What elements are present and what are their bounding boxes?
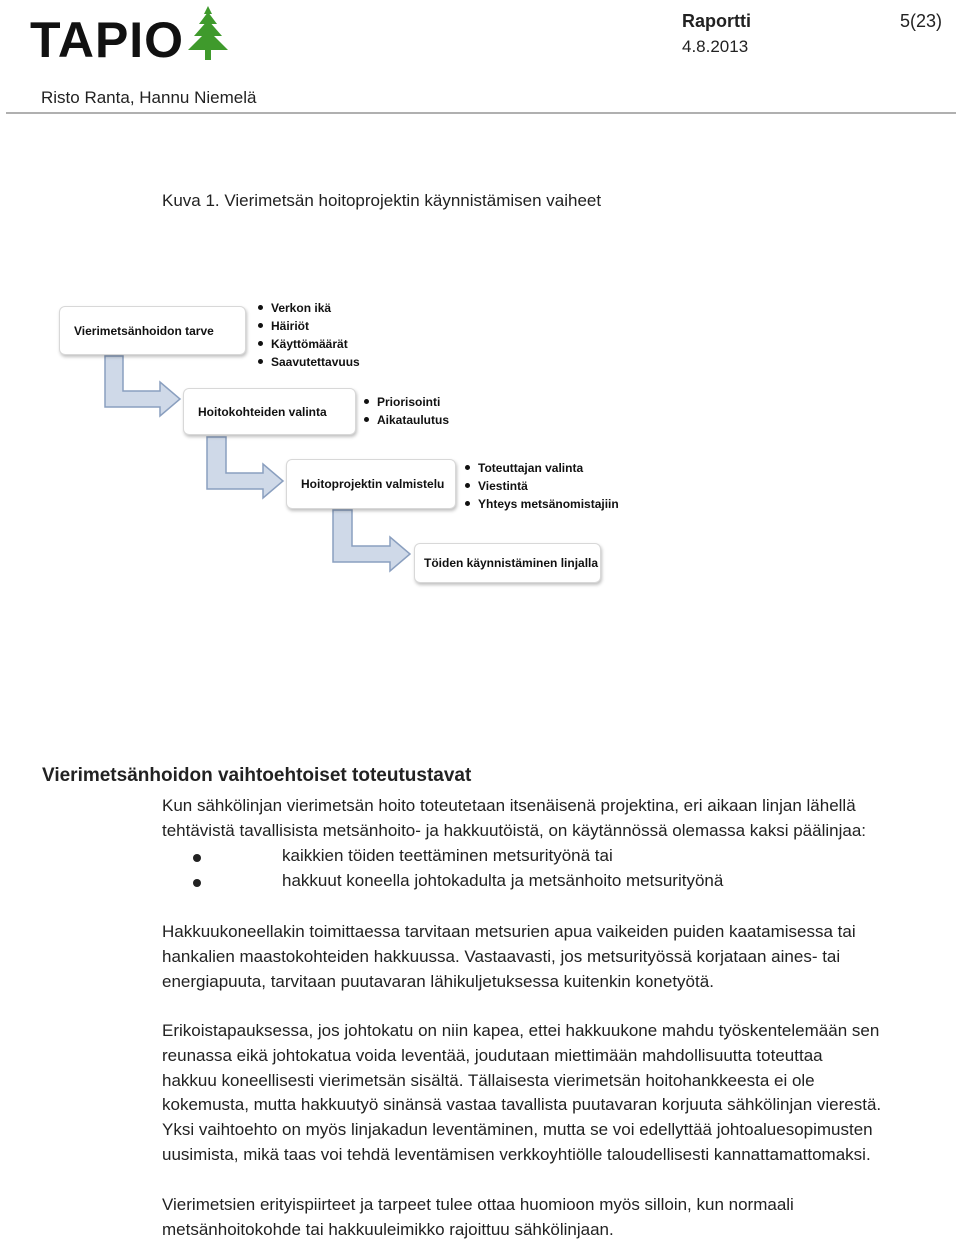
bullet-item: Verkon ikä — [256, 299, 360, 317]
paragraph-2 — [162, 1019, 952, 1168]
step-2-bullets — [362, 393, 449, 429]
bent-arrow-2 — [207, 437, 283, 498]
bullet-dot — [193, 854, 201, 862]
bullet-dot — [193, 879, 201, 887]
step-box-1: Vierimetsänhoidon tarve — [59, 306, 246, 355]
bullet-item: Viestintä — [463, 477, 619, 495]
text-line: Erikoistapauksessa, jos johtokatu on niin kapea, ettei hakkuukone mahdu työskentelemään sen — [162, 1021, 880, 1040]
intro-paragraph — [162, 794, 952, 844]
report-date: 4.8.2013 — [682, 37, 749, 56]
text-line: reunassa eikä johtokatua voida leventää, joudutaan miettimään mahdollisuutta toteuttaa — [162, 1045, 823, 1065]
list-item: hakkuut koneella johtokadulta ja metsänhoito metsurityönä — [282, 871, 724, 890]
bullet-item: Saavutettavuus — [256, 353, 360, 371]
section-heading: Vierimetsänhoidon vaihtoehtoiset toteutustavat — [42, 765, 472, 786]
text-line: Vierimetsien erityispiirteet ja tarpeet tulee ottaa huomioon myös silloin, kun normaali — [162, 1195, 794, 1214]
bullet-item: Käyttömäärät — [256, 335, 360, 353]
bullet-item: Aikataulutus — [362, 411, 449, 429]
step-1-bullets — [256, 299, 360, 371]
text-line: kokemusta, mutta hakkuutyö sinänsä vastaa tavallista puutavaran korjuuta sähkölinjan vierestä. — [162, 1095, 882, 1115]
text-line: Yksi vaihtoehto on myös linjakadun leventäminen, mutta se voi edellyttää johtoaluesopimusten — [162, 1120, 873, 1140]
text-line: tehtävistä tavallisista metsänhoito- ja hakkuutöistä, on käytännössä olemassa kaksi päälinjaa: — [162, 820, 866, 840]
bent-arrow-1 — [105, 356, 180, 416]
step-box-3: Hoitoprojektin valmistelu — [286, 459, 456, 509]
paragraph-3 — [162, 1193, 952, 1243]
paragraph-1 — [162, 920, 952, 994]
step-3-bullets — [463, 459, 619, 513]
text-line: Kun sähkölinjan vierimetsän hoito toteutetaan itsenäisenä projektina, eri aikaan linjan lähellä — [162, 796, 856, 815]
bullet-item: Toteuttajan valinta — [463, 459, 619, 477]
text-line: hankalien maastokohteiden hakkuussa. Vastaavasti, jos metsurityössä korjataan aines- tai — [162, 946, 841, 966]
text-line: hakkuu koneellisesti vierimetsän sisältä. Tällaisesta vierimetsän hoitohankkeesta ei ole — [162, 1070, 815, 1090]
authors: Risto Ranta, Hannu Niemelä — [41, 88, 257, 107]
bullet-item: Häiriöt — [256, 317, 360, 335]
bullet-item: Priorisointi — [362, 393, 449, 411]
text-line: energiapuuta, tarvitaan puutavaran lähikuljetuksessa kuitenkin konetyötä. — [162, 971, 714, 991]
figure-caption: Kuva 1. Vierimetsän hoitoprojektin käynnistämisen vaiheet — [162, 191, 602, 210]
text-line: metsänhoitokohde tai hakkuuleimikko rajoittuu sähkölinjaan. — [162, 1219, 614, 1239]
text-line: uusimista, mikä taas voi tehdä leventämisen verkkoyhtiölle taloudellisesti kannattamattomaksi. — [162, 1144, 871, 1164]
bullet-item: Yhteys metsänomistajiin — [463, 495, 619, 513]
bent-arrow-3 — [333, 510, 410, 571]
text-line: Hakkuukoneellakin toimittaessa tarvitaan metsurien apua vaikeiden puiden kaatamisessa tai — [162, 922, 856, 941]
step-box-2: Hoitokohteiden valinta — [183, 388, 356, 435]
list-item: kaikkien töiden teettäminen metsurityönä tai — [282, 846, 613, 865]
step-box-4: Töiden käynnistäminen linjalla — [414, 543, 601, 583]
page-number: 5(23) — [900, 11, 943, 31]
report-label: Raportti — [682, 11, 751, 31]
logo-text: TAPIO — [30, 12, 185, 68]
